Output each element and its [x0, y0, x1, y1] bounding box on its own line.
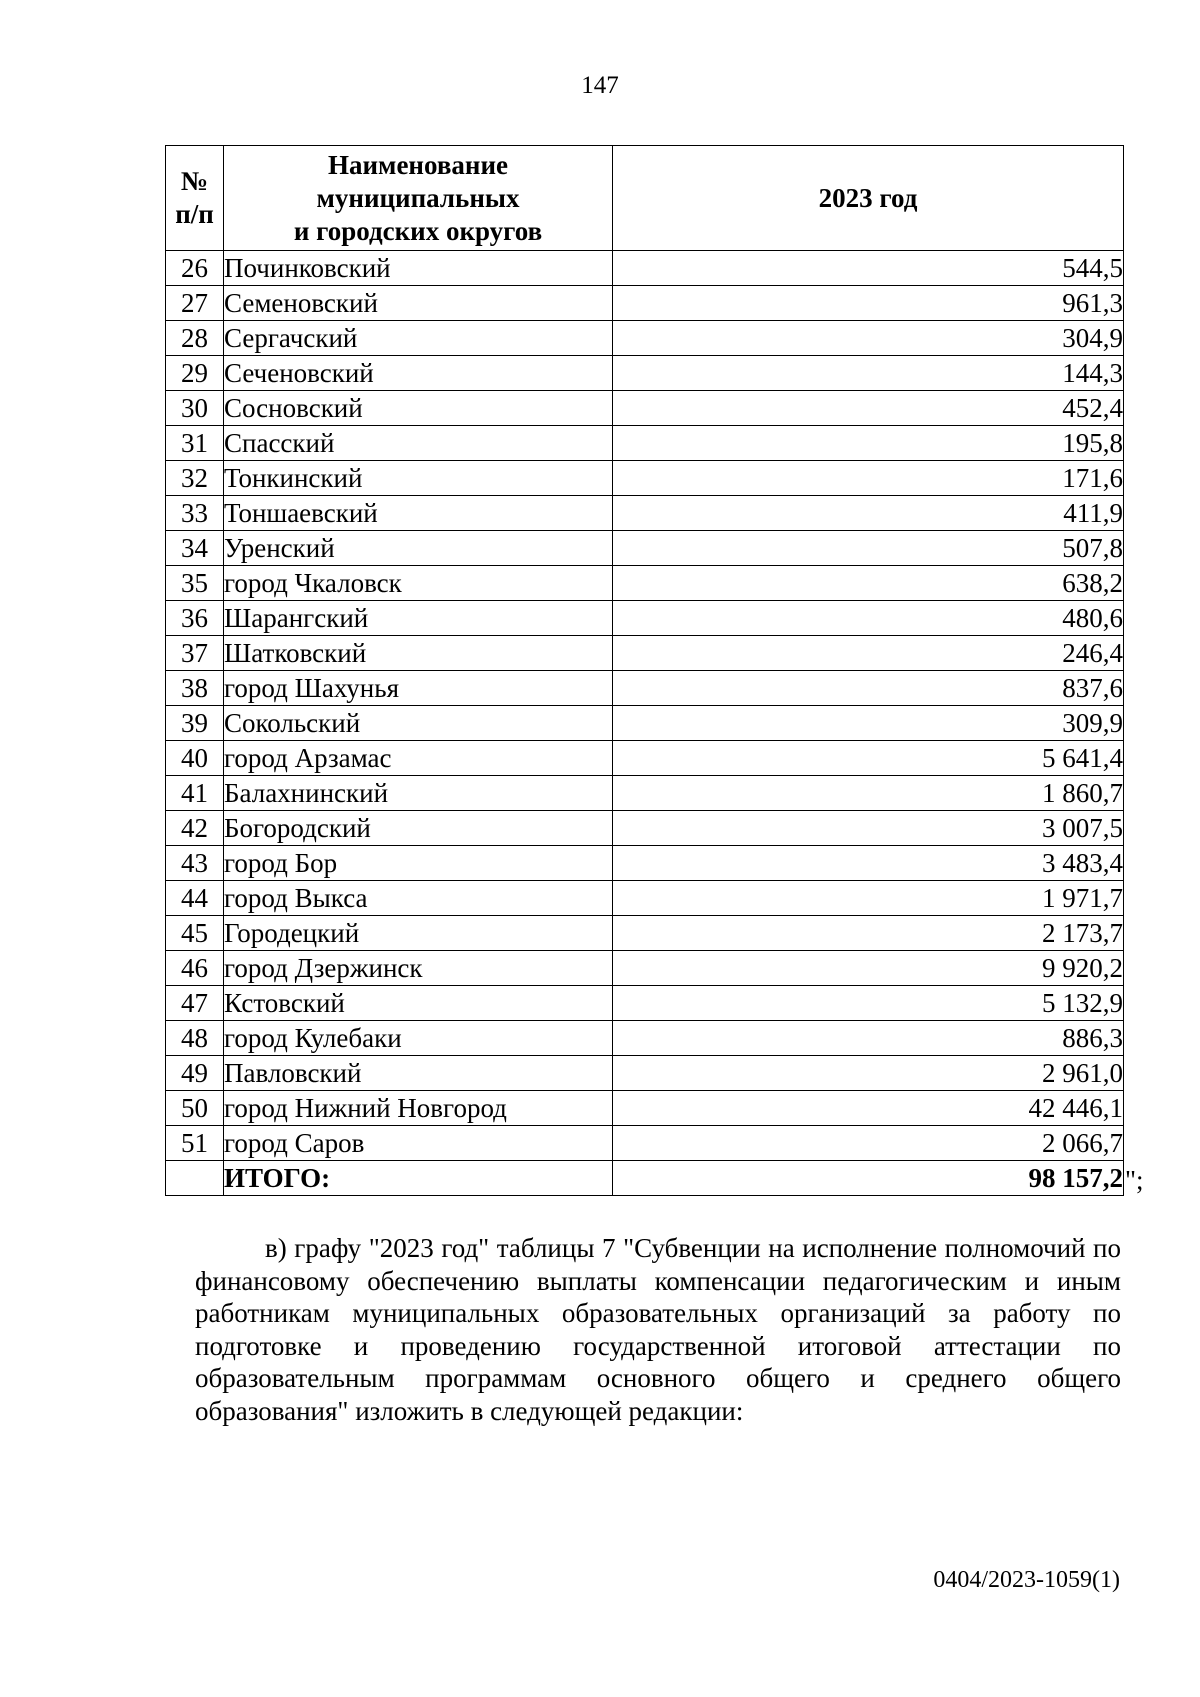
row-name: Починковский — [224, 251, 613, 286]
row-name: Тоншаевский — [224, 496, 613, 531]
table-total-row — [166, 1161, 1124, 1196]
table-header-row — [166, 146, 1124, 251]
table-row — [166, 636, 1124, 671]
row-name: город Шахунья — [224, 671, 613, 706]
row-name: город Саров — [224, 1126, 613, 1161]
row-number: 44 — [166, 881, 224, 916]
row-value: 98 157,2 — [613, 1161, 1124, 1196]
document-code: 0404/2023-1059(1) — [933, 1567, 1120, 1593]
row-value: 195,8 — [613, 426, 1124, 461]
row-value: 1 971,7 — [613, 881, 1124, 916]
table-row — [166, 776, 1124, 811]
row-name: Городецкий — [224, 916, 613, 951]
amendment-paragraph — [195, 1232, 1121, 1427]
table-row — [166, 461, 1124, 496]
table-row — [166, 811, 1124, 846]
row-name: город Кулебаки — [224, 1021, 613, 1056]
table-row — [166, 1021, 1124, 1056]
row-value: 309,9 — [613, 706, 1124, 741]
table-row — [166, 951, 1124, 986]
table-row — [166, 741, 1124, 776]
row-name: Богородский — [224, 811, 613, 846]
row-name: Сергачский — [224, 321, 613, 356]
row-name: Шатковский — [224, 636, 613, 671]
row-value: 304,9 — [613, 321, 1124, 356]
header-name-line-3: и городских округов — [293, 215, 543, 246]
row-value: 886,3 — [613, 1021, 1124, 1056]
row-name: Шарангский — [224, 601, 613, 636]
row-number: 49 — [166, 1056, 224, 1091]
row-name: Тонкинский — [224, 461, 613, 496]
row-number: 45 — [166, 916, 224, 951]
row-value: 452,4 — [613, 391, 1124, 426]
row-value: 1 860,7 — [613, 776, 1124, 811]
table-row — [166, 986, 1124, 1021]
row-value: 2 173,7 — [613, 916, 1124, 951]
table-row — [166, 881, 1124, 916]
row-number: 26 — [166, 251, 224, 286]
row-value: 144,3 — [613, 356, 1124, 391]
row-name: город Нижний Новгород — [224, 1091, 613, 1126]
row-value: 638,2 — [613, 566, 1124, 601]
row-value: 480,6 — [613, 601, 1124, 636]
row-value: 544,5 — [613, 251, 1124, 286]
header-name-line-1: Наименование — [328, 149, 508, 180]
row-number: 35 — [166, 566, 224, 601]
row-number: 47 — [166, 986, 224, 1021]
row-value: 2 961,0 — [613, 1056, 1124, 1091]
table-row — [166, 531, 1124, 566]
row-number: 41 — [166, 776, 224, 811]
row-number: 48 — [166, 1021, 224, 1056]
table-row — [166, 391, 1124, 426]
row-number: 37 — [166, 636, 224, 671]
row-number: 50 — [166, 1091, 224, 1126]
row-name: Уренский — [224, 531, 613, 566]
table-row — [166, 566, 1124, 601]
row-number: 46 — [166, 951, 224, 986]
table-row — [166, 496, 1124, 531]
row-number: 42 — [166, 811, 224, 846]
row-name: город Бор — [224, 846, 613, 881]
header-number-line-1: № — [180, 166, 209, 196]
row-value: 837,6 — [613, 671, 1124, 706]
row-value: 2 066,7 — [613, 1126, 1124, 1161]
row-name: Балахнинский — [224, 776, 613, 811]
row-number: 29 — [166, 356, 224, 391]
header-name-line-2: муниципальных — [316, 182, 520, 213]
table-row — [166, 671, 1124, 706]
row-name: Спасский — [224, 426, 613, 461]
row-name: Кстовский — [224, 986, 613, 1021]
header-number — [166, 146, 224, 251]
row-value: 961,3 — [613, 286, 1124, 321]
table-row — [166, 356, 1124, 391]
row-value: 507,8 — [613, 531, 1124, 566]
table-row — [166, 251, 1124, 286]
row-value: 9 920,2 — [613, 951, 1124, 986]
table-row — [166, 286, 1124, 321]
row-name: город Выкса — [224, 881, 613, 916]
table-row — [166, 1126, 1124, 1161]
row-name: Сосновский — [224, 391, 613, 426]
row-number: 43 — [166, 846, 224, 881]
subvention-table — [165, 145, 1124, 1196]
table-row — [166, 426, 1124, 461]
row-value: 5 641,4 — [613, 741, 1124, 776]
row-number: 34 — [166, 531, 224, 566]
row-value: 411,9 — [613, 496, 1124, 531]
header-number-line-2: п/п — [175, 199, 214, 229]
table-row — [166, 916, 1124, 951]
row-number: 33 — [166, 496, 224, 531]
row-name: город Арзамас — [224, 741, 613, 776]
row-value: 42 446,1 — [613, 1091, 1124, 1126]
row-value: 3 483,4 — [613, 846, 1124, 881]
page-number: 147 — [581, 72, 619, 99]
row-number: 40 — [166, 741, 224, 776]
row-name: ИТОГО: — [224, 1161, 613, 1196]
table-body — [166, 251, 1124, 1196]
table-row — [166, 601, 1124, 636]
row-name: город Чкаловск — [224, 566, 613, 601]
paragraph-text: в) графу "2023 год" таблицы 7 "Субвенции на исполнение полномочий по финансовому обеспечению выплаты компенсации педагогическим и иным работникам муниципальных образовательных организаций за работу по подготовке и проведению государственной итоговой аттестации по образовательным программам основного общего и среднего общего образования" изложить в следующей редакции: — [195, 1233, 1121, 1426]
table-row — [166, 1056, 1124, 1091]
row-number: 30 — [166, 391, 224, 426]
row-number: 31 — [166, 426, 224, 461]
header-name — [224, 146, 613, 251]
row-number: 32 — [166, 461, 224, 496]
row-name: город Дзержинск — [224, 951, 613, 986]
row-number: 51 — [166, 1126, 224, 1161]
row-value: 5 132,9 — [613, 986, 1124, 1021]
row-value: 246,4 — [613, 636, 1124, 671]
row-name: Сеченовский — [224, 356, 613, 391]
closing-quote-mark: "; — [1125, 1165, 1144, 1195]
row-name: Семеновский — [224, 286, 613, 321]
header-value: 2023 год — [613, 146, 1124, 251]
row-name: Павловский — [224, 1056, 613, 1091]
row-number: 28 — [166, 321, 224, 356]
row-number — [166, 1161, 224, 1196]
row-number: 39 — [166, 706, 224, 741]
row-number: 38 — [166, 671, 224, 706]
table-row — [166, 706, 1124, 741]
table-row — [166, 321, 1124, 356]
row-number: 27 — [166, 286, 224, 321]
row-name: Сокольский — [224, 706, 613, 741]
row-number: 36 — [166, 601, 224, 636]
table-row — [166, 1091, 1124, 1126]
row-value: 3 007,5 — [613, 811, 1124, 846]
row-value: 171,6 — [613, 461, 1124, 496]
table-row — [166, 846, 1124, 881]
